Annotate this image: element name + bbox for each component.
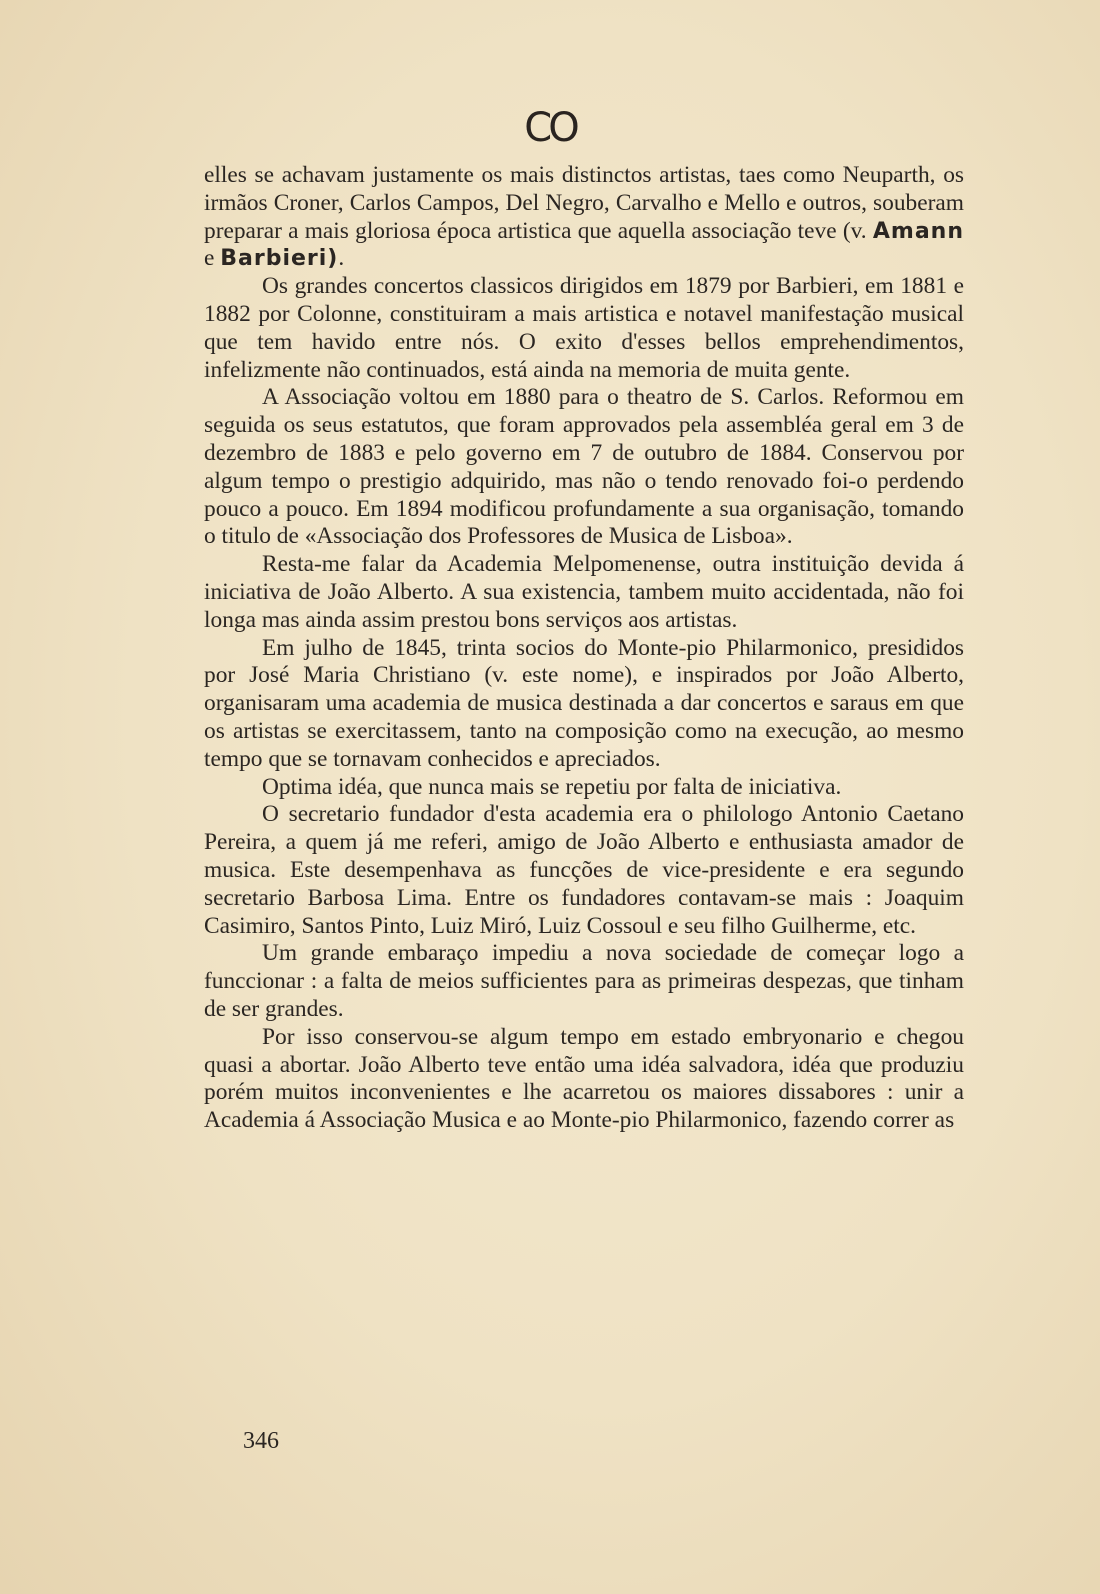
paragraph-7: O secretario fundador d'esta academia era o philologo Antonio Caetano Pereira, a quem já me referi, amigo de João Alberto e enthusiasta amador de musica. Este desempenhava as funcções de vice-presidente e era segundo secretario Barbosa Lima. Entre os fundadores contavam-se mais : Joaquim Casimiro, Santos Pinto, Luiz Miró, Luiz Cossoul e seu filho Guilherme, etc.: [204, 801, 964, 939]
cross-reference-amann: Amann: [872, 218, 964, 244]
section-header-ornament: CO: [524, 105, 576, 151]
page-number: 346: [243, 1428, 279, 1454]
cross-reference-barbieri: Barbieri): [220, 246, 339, 272]
paragraph-6: Optima idéa, que nunca mais se repetiu por falta de iniciativa.: [262, 773, 842, 800]
paragraph-8: Um grande embaraço impediu a nova sociedade de começar logo a funccionar : a falta de meios sufficientes para as primeiras despezas, que tinham de ser grandes.: [204, 940, 964, 1022]
paragraph-2: Os grandes concertos classicos dirigidos em 1879 por Barbieri, em 1881 e 1882 por Colonne, constituiram a mais artistica e notavel manifestação musical que tem havido entre nós. O exito d'esses bellos emprehendimentos, infelizmente não continuados, está ainda na memoria de muita gente.: [204, 273, 964, 383]
paragraph-1: [204, 162, 964, 273]
paragraph-1-start: elles se achavam justamente os mais distinctos artistas, taes como Neuparth, os irmãos Croner, Carlos Campos, Del Negro, Carvalho e Mello e outros, souberam preparar a mais gloriosa época artistica que aquella associação teve (v.: [204, 162, 964, 244]
paragraph-3: A Associação voltou em 1880 para o theatro de S. Carlos. Reformou em seguida os seus estatutos, que foram approvados pela assembléa geral em 3 de dezembro de 1883 e pelo governo em 7 de outubro de 1884. Conservou por algum tempo o prestigio adquirido, mas não o tendo renovado foi-o perdendo pouco a pouco. Em 1894 modificou profundamente a sua organisação, tomando o titulo de «Associação dos Professores de Musica de Lisboa».: [204, 384, 964, 550]
body-text: [204, 162, 964, 1135]
paragraph-1-end: .: [338, 245, 345, 272]
paragraph-9: Por isso conservou-se algum tempo em estado embryonario e chegou quasi a abortar. João Alberto teve então uma idéa salvadora, idéa que produziu porém muitos inconvenientes e lhe acarretou os maiores dissabores : unir a Academia á Associação Musica e ao Monte-pio Philarmonico, fazendo correr as: [204, 1023, 964, 1134]
paragraph-1-conjunction: e: [204, 245, 221, 272]
paragraph-5: Em julho de 1845, trinta socios do Monte-pio Philarmonico, presididos por José Maria Christiano (v. este nome), e inspirados por João Alberto, organisaram uma academia de musica destinada a dar concertos e saraus em que os artistas se exercitassem, tanto na composição como na execução, ao mesmo tempo que se tornavam conhecidos e apreciados.: [204, 634, 964, 772]
paragraph-4: Resta-me falar da Academia Melpomenense, outra instituição devida á iniciativa de João Alberto. A sua existencia, tambem muito accidentada, não foi longa mas ainda assim prestou bons serviços aos artistas.: [204, 551, 964, 633]
